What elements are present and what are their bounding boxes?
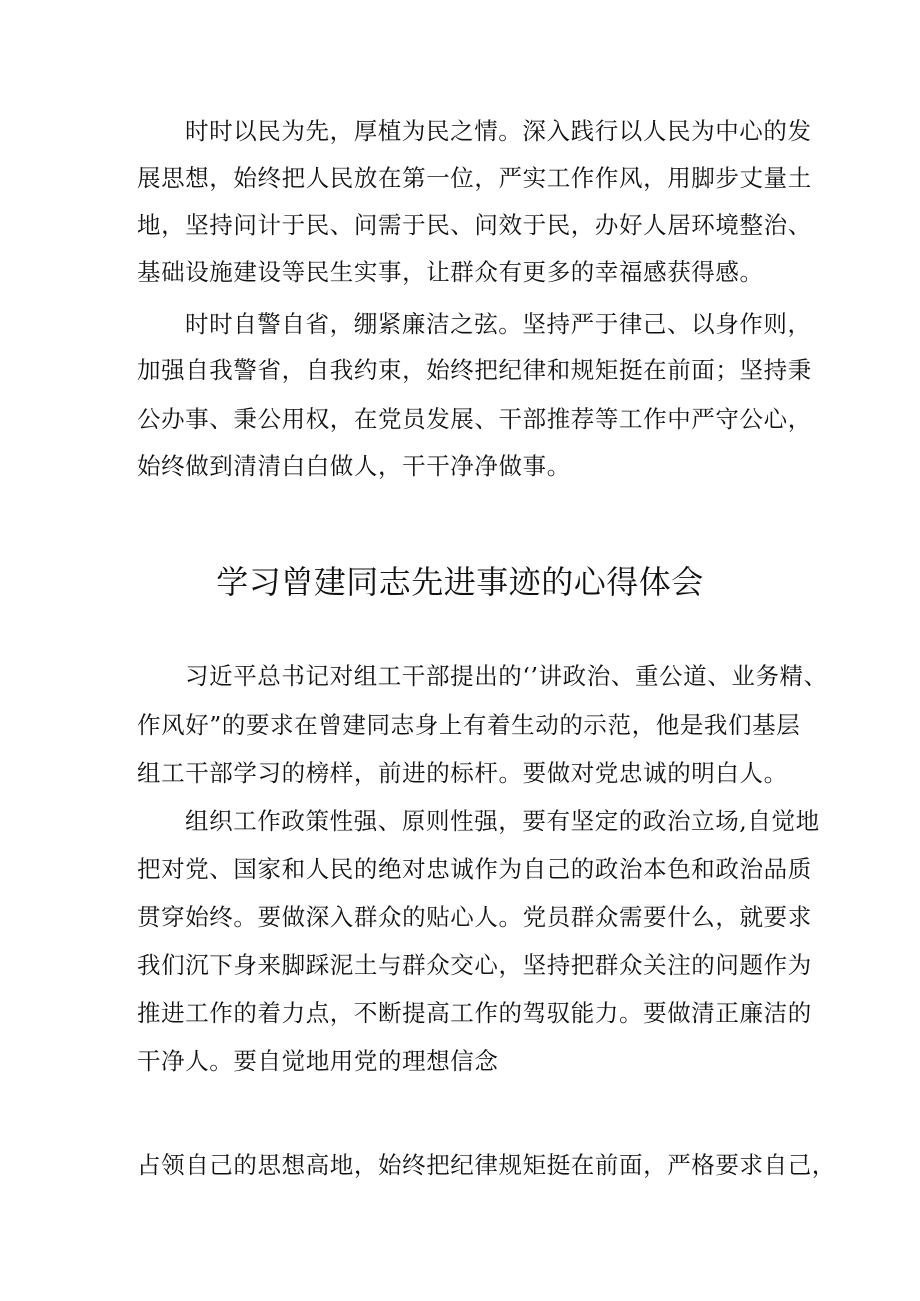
paragraph-line: 把对党、国家和人民的绝对忠诚作为自己的政治本色和政治品质 xyxy=(137,855,812,883)
paragraph-line: 我们沉下身来脚踩泥土与群众交心，坚持把群众关注的问题作为 xyxy=(137,951,812,979)
paragraph-line: 作风好”的要求在曾建同志身上有着生动的示范，他是我们基层 xyxy=(137,711,801,739)
paragraph-line: 加强自我警省，自我约束，始终把纪律和规矩挺在前面；坚持秉 xyxy=(137,356,812,384)
paragraph-line: 始终做到清清白白做人，干干净净做事。 xyxy=(137,452,571,480)
document-title: 学习曾建同志先进事迹的心得体会 xyxy=(216,563,704,601)
paragraph-line: 贯穿始终。要做深入群众的贴心人。党员群众需要什么，就要求 xyxy=(137,903,812,931)
paragraph-line: 占领自己的思想高地，始终把纪律规矩挺在前面，严格要求自己， xyxy=(137,1151,836,1179)
paragraph-line: 组织工作政策性强、原则性强，要有坚定的政治立场,自觉地 xyxy=(185,807,820,835)
paragraph-line: 时时以民为先，厚植为民之情。深入践行以人民为中心的发 xyxy=(185,117,812,145)
paragraph-line: 组工干部学习的榜样，前进的标杆。要做对党忠诚的明白人。 xyxy=(137,759,788,787)
paragraph-line: 时时自警自省，绷紧廉洁之弦。坚持严于律己、以身作则， xyxy=(185,310,812,338)
paragraph-line: 推进工作的着力点，不断提高工作的驾驭能力。要做清正廉洁的 xyxy=(137,999,812,1027)
paragraph-line: 基础设施建设等民生实事，让群众有更多的幸福感获得感。 xyxy=(137,258,764,286)
paragraph-line: 干净人。要自觉地用党的理想信念 xyxy=(137,1047,499,1075)
paragraph-line: 习近平总书记对组工干部提出的‘’讲政治、重公道、业务精、 xyxy=(185,662,828,690)
paragraph-line: 展思想，始终把人民放在第一位，严实工作作风，用脚步丈量土 xyxy=(137,164,812,192)
paragraph-line: 地，坚持问计于民、问需于民、问效于民，办好人居环境整治、 xyxy=(137,211,812,239)
paragraph-line: 公办事、秉公用权，在党员发展、干部推荐等工作中严守公心， xyxy=(137,405,812,433)
